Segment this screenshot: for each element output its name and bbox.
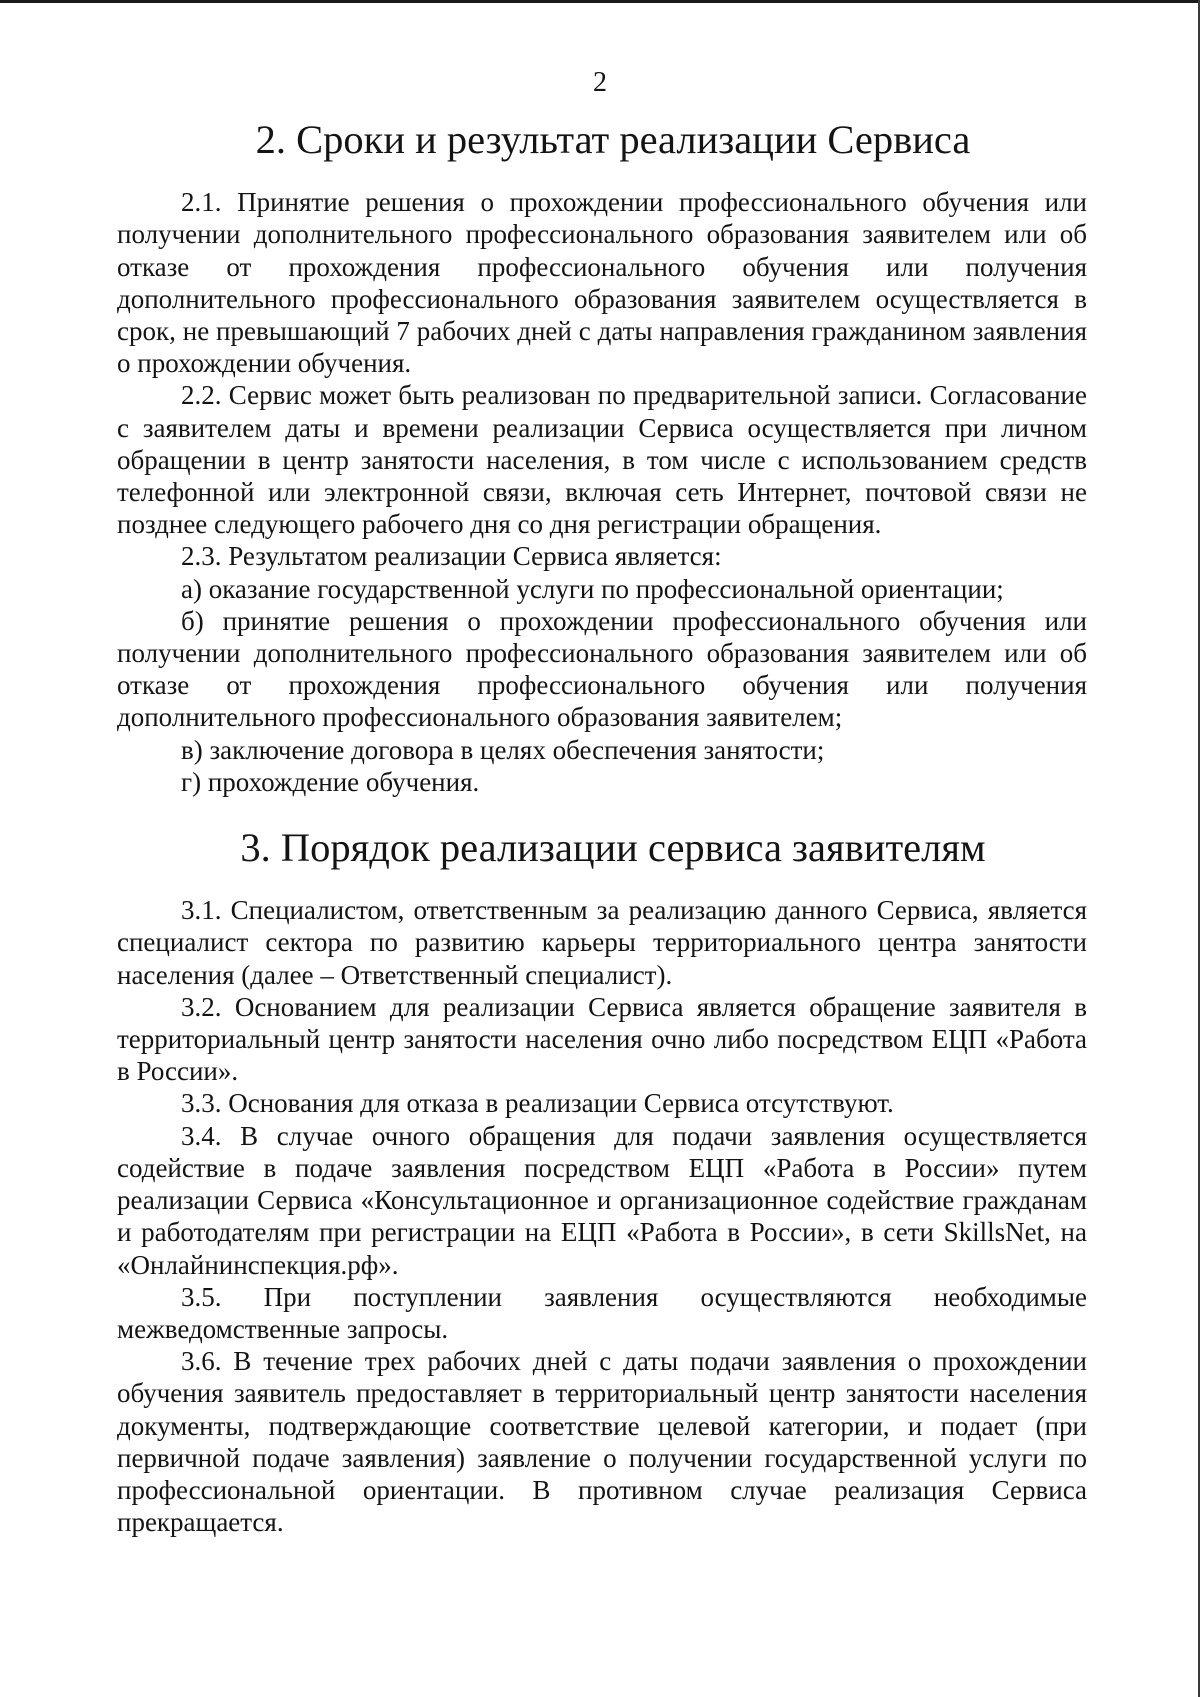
list-item-v: в) заключение договора в целях обеспечения занятости; bbox=[181, 734, 825, 765]
section-2-title: 2. Сроки и результат реализации Сервиса bbox=[255, 117, 971, 162]
paragraph-2-3: 2.3. Результатом реализации Сервиса является: bbox=[181, 541, 722, 572]
paragraph-3-3: 3.3. Основания для отказа в реализации Сервиса отсутствуют. bbox=[181, 1088, 894, 1119]
paragraph-2-2: 2.2. Сервис может быть реализован по предварительной записи. Согласование с заявителем даты и времени реализации Сервиса осуществляется при личном обращении в центр занятости населения, в том числе с использованием средств телефонной или электронной связи, включая сеть Интернет, почтовой связи не позднее следующего рабочего дня со дня регистрации обращения. bbox=[117, 380, 1087, 540]
paragraph-3-4: 3.4. В случае очного обращения для подачи заявления осуществляется содействие в подаче заявления посредством ЕЦП «Работа в России» путем реализации Сервиса «Консультационное и организационное содействие гражданам и работодателям при регистрации на ЕЦП «Работа в России», в сети SkillsNet, на «Онлайнинспекция.рф». bbox=[117, 1120, 1087, 1280]
paragraph-3-5: 3.5. При поступлении заявления осуществляются необходимые межведомственные запросы. bbox=[117, 1281, 1087, 1344]
document-body bbox=[117, 117, 1087, 1538]
paragraph-2-1: 2.1. Принятие решения о прохождении профессионального обучения или получении дополнительного профессионального образования заявителем или об отказе от прохождения профессионального обучения или получения дополнительного профессионального образования заявителем осуществляется в срок, не превышающий 7 рабочих дней с даты направления гражданином заявления о прохождении обучения. bbox=[117, 187, 1087, 379]
list-item-b: б) принятие решения о прохождении профессионального обучения или получении дополнительного профессионального образования заявителем или об отказе от прохождения профессионального обучения или получения дополнительного профессионального образования заявителем; bbox=[117, 605, 1087, 733]
paragraph-3-1: 3.1. Специалистом, ответственным за реализацию данного Сервиса, является специалист сектора по развитию карьеры территориального центра занятости населения (далее – Ответственный специалист). bbox=[117, 895, 1087, 990]
page-number: 2 bbox=[593, 67, 607, 98]
paragraph-3-2: 3.2. Основанием для реализации Сервиса является обращение заявителя в территориальный центр занятости населения очно либо посредством ЕЦП «Работа в России». bbox=[117, 991, 1087, 1087]
scan-edge-top bbox=[0, 0, 1200, 3]
paragraph-3-6: 3.6. В течение трех рабочих дней с даты подачи заявления о прохождении обучения заявитель предоставляет в территориальный центр занятости населения документы, подтверждающие соответствие целевой категории, и подает (при первичной подаче заявления) заявление о получении государственной услуги по профессиональной ориентации. В противном случае реализация Сервиса прекращается. bbox=[117, 1346, 1087, 1538]
section-3-title: 3. Порядок реализации сервиса заявителям bbox=[240, 825, 986, 871]
list-item-g: г) прохождение обучения. bbox=[181, 766, 480, 797]
list-item-a: а) оказание государственной услуги по профессиональной ориентации; bbox=[181, 573, 1004, 604]
